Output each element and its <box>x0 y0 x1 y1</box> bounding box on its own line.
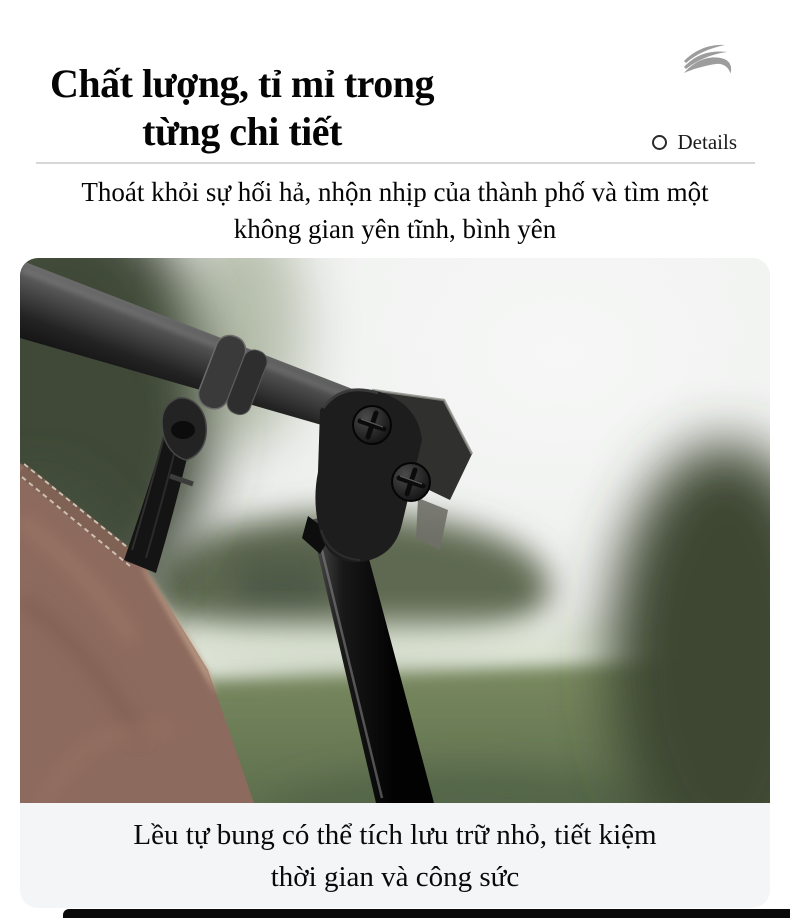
details-marker <box>652 130 737 154</box>
circle-outline-icon <box>652 135 667 150</box>
page-title-line1: Chất lượng, tỉ mỉ trong <box>50 61 434 106</box>
page-title <box>30 60 454 156</box>
next-section-preview-bar <box>63 909 790 918</box>
caption-panel <box>20 803 770 908</box>
details-label: Details <box>677 129 737 154</box>
caption-line2: thời gian và công sức <box>270 860 520 893</box>
intro-line1: Thoát khỏi sự hối hả, nhộn nhịp của thành phố và tìm một <box>81 177 709 207</box>
phillips-screw <box>353 406 391 444</box>
brand-swoosh-icon <box>683 42 734 74</box>
caption-line1: Lều tự bung có thể tích lưu trữ nhỏ, tiết kiệm <box>133 818 657 851</box>
page-title-line2: từng chi tiết <box>142 109 342 154</box>
header-divider <box>36 162 755 164</box>
intro-text <box>0 174 790 248</box>
intro-line2: không gian yên tĩnh, bình yên <box>233 214 557 244</box>
product-photo <box>20 258 770 803</box>
phillips-screw <box>392 463 430 501</box>
